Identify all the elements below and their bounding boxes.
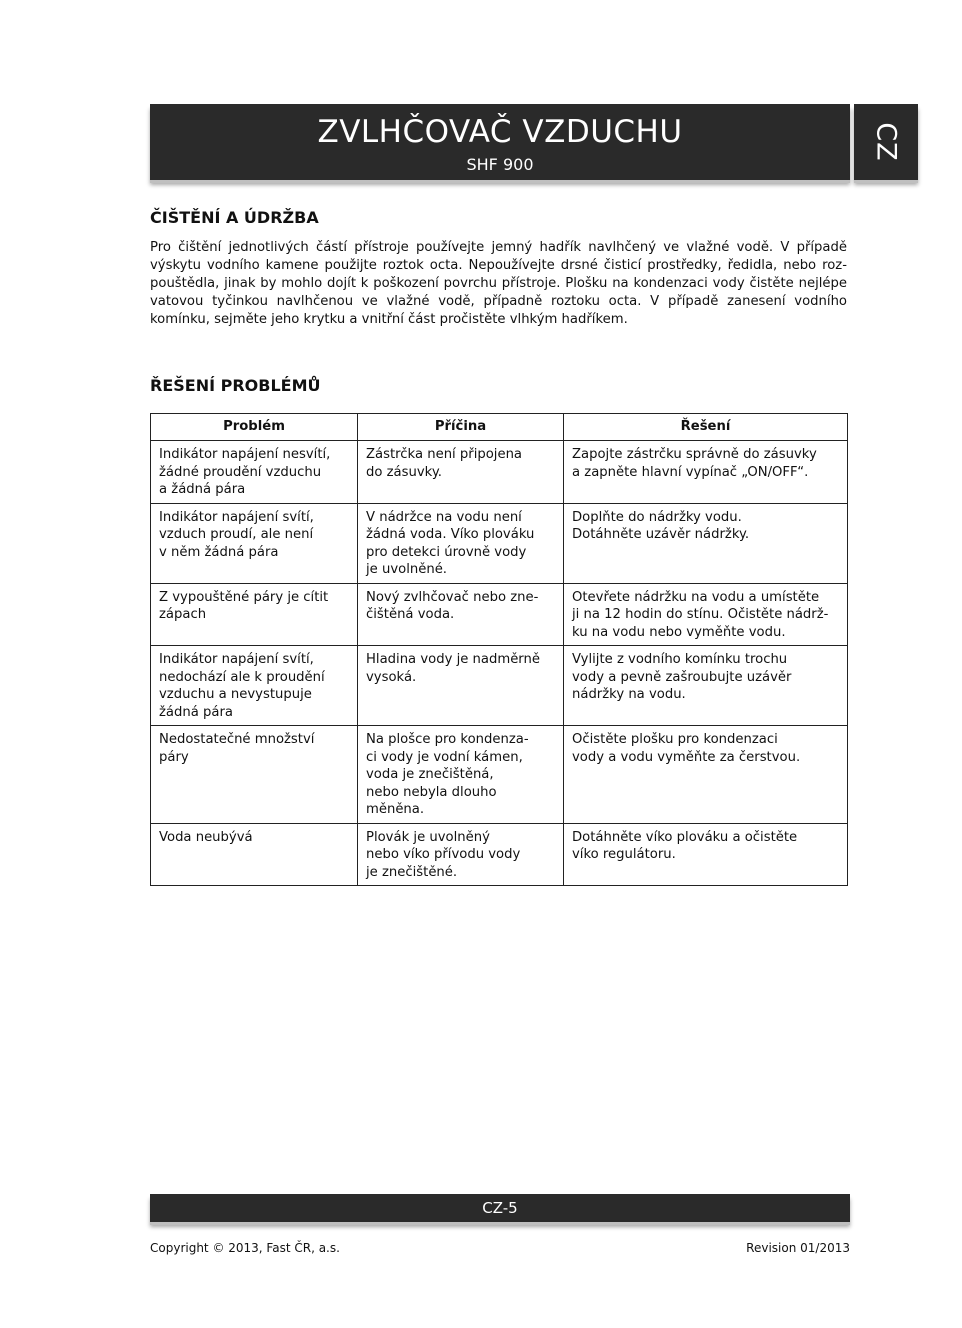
cause-cell: Zástrčka není připojena do zásuvky. bbox=[358, 441, 564, 504]
title-banner bbox=[150, 104, 850, 180]
problem-cell: Indikátor napájení nesvítí, žádné proudění vzduchu a žádná pára bbox=[151, 441, 358, 504]
solution-cell: Otevřete nádržku na vodu a umístěte ji na 12 hodin do stínu. Očistěte nádrž- ku na vodu nebo vyměňte vodu. bbox=[564, 583, 848, 646]
column-header-cause: Příčina bbox=[358, 414, 564, 441]
problem-cell: Indikátor napájení svítí, vzduch proudí, ale není v něm žádná pára bbox=[151, 503, 358, 583]
cause-cell: Plovák je uvolněný nebo víko přívodu vody je znečištěné. bbox=[358, 823, 564, 886]
cleaning-heading: ČIŠTĚNÍ A ÚDRŽBA bbox=[150, 208, 319, 227]
document-title: ZVLHČOVAČ VZDUCHU bbox=[317, 114, 683, 150]
column-header-problem: Problém bbox=[151, 414, 358, 441]
table-row bbox=[151, 583, 848, 646]
column-header-solution: Řešení bbox=[564, 414, 848, 441]
cause-cell: Na plošce pro kondenza- ci vody je vodní kámen, voda je znečištěná, nebo nebyla dlouho měněna. bbox=[358, 726, 564, 824]
troubleshooting-heading: ŘEŠENÍ PROBLÉMŮ bbox=[150, 376, 321, 395]
revision-label: Revision 01/2013 bbox=[746, 1241, 850, 1255]
cause-cell: Hladina vody je nadměrně vysoká. bbox=[358, 646, 564, 726]
table-row bbox=[151, 646, 848, 726]
solution-cell: Doplňte do nádržky vodu. Dotáhněte uzávěr nádržky. bbox=[564, 503, 848, 583]
cause-cell: V nádržce na vodu není žádná voda. Víko plováku pro detekci úrovně vody je uvolněné. bbox=[358, 503, 564, 583]
table-row bbox=[151, 503, 848, 583]
solution-cell: Zapojte zástrčku správně do zásuvky a zapněte hlavní vypínač „ON/OFF“. bbox=[564, 441, 848, 504]
problem-cell: Nedostatečné množství páry bbox=[151, 726, 358, 824]
table-row bbox=[151, 441, 848, 504]
cause-cell: Nový zvlhčovač nebo zne- čištěná voda. bbox=[358, 583, 564, 646]
cleaning-paragraph: Pro čištění jednotlivých částí přístroje používejte jemný hadřík navlhčený ve vlažné vodě. V případě výskytu vodního kamene použijte roztok octa. Nepoužívejte drsné čisticí prostředky, ředidla, nebo rozpouštědla, jinak by mohlo dojít k poškození povrchu přístroje. Plošku na kondenzaci vody čistěte nejlépe vatovou tyčinkou navlhčenou ve vlažné vodě, případně roztoku octa. V případě zanesení vodního komínku, sejměte jeho krytku a vnitřní část pročistěte vlhkým hadříkem. bbox=[150, 240, 847, 327]
table-header-row bbox=[151, 414, 848, 441]
model-number: SHF 900 bbox=[466, 155, 534, 174]
solution-cell: Očistěte plošku pro kondenzaci vody a vodu vyměňte za čerstvou. bbox=[564, 726, 848, 824]
troubleshooting-table bbox=[150, 413, 848, 886]
table-row bbox=[151, 726, 848, 824]
solution-cell: Dotáhněte víko plováku a očistěte víko regulátoru. bbox=[564, 823, 848, 886]
page-number: CZ-5 bbox=[482, 1199, 518, 1217]
language-tab bbox=[854, 104, 918, 180]
solution-cell: Vylijte z vodního komínku trochu vody a pevně zašroubujte uzávěr nádržky na vodu. bbox=[564, 646, 848, 726]
copyright-notice: Copyright © 2013, Fast ČR, a.s. bbox=[150, 1241, 340, 1255]
problem-cell: Voda neubývá bbox=[151, 823, 358, 886]
language-tab-label: CZ bbox=[870, 122, 902, 162]
page-number-bar bbox=[150, 1194, 850, 1222]
problem-cell: Z vypouštěné páry je cítit zápach bbox=[151, 583, 358, 646]
table-row bbox=[151, 823, 848, 886]
problem-cell: Indikátor napájení svítí, nedochází ale k proudění vzduchu a nevystupuje žádná pára bbox=[151, 646, 358, 726]
